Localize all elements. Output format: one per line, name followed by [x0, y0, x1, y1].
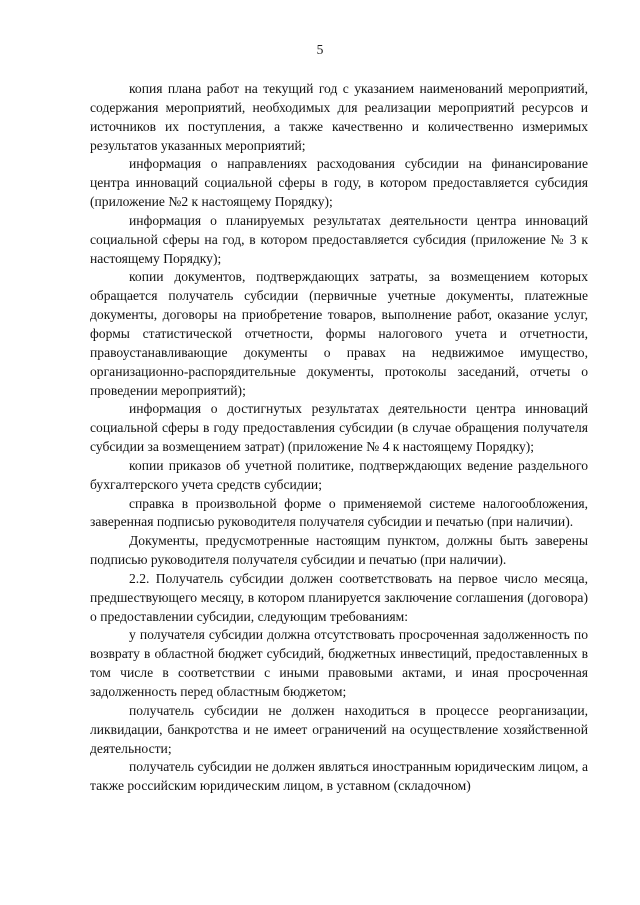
paragraph-tax-certificate: справка в произвольной форме о применяемой системе налогообложения, заверенная подписью руководителя получателя субсидии и печатью (при наличии). [90, 495, 588, 530]
paragraph-planned-results: информация о планируемых результатах деятельности центра инноваций социальной сферы на год, в котором предоставляется субсидия (приложение № 3 к настоящему Порядку); [90, 212, 588, 266]
paragraph-not-foreign-entity: получатель субсидии не должен являться иностранным юридическим лицом, а также российским юридическим лицом, в уставном (складочном) [90, 759, 588, 794]
document-body [90, 80, 588, 796]
paragraph-section-2-2: 2.2. Получатель субсидии должен соответствовать на первое число месяца, предшествующего месяцу, в котором планируется заключение соглашения (договора) о предоставлении субсидии, следующим требованиям: [90, 570, 588, 624]
page-number: 5 [316, 42, 324, 57]
paragraph-no-overdue-debt: у получателя субсидии должна отсутствовать просроченная задолженность по возврату в областной бюджет субсидий, бюджетных инвестиций, предоставленных в том числе в соответствии с иными правовыми актами, и иная просроченная задолженность перед областным бюджетом; [90, 627, 588, 699]
paragraph-work-plan: копия плана работ на текущий год с указанием наименований мероприятий, содержания мероприятий, необходимых для реализации мероприятий ресурсов и источников их поступления, а также качественно и количественно измеримых результатов указанных мероприятий; [90, 81, 588, 153]
paragraph-cost-documents: копии документов, подтверждающих затраты, за возмещением которых обращается получатель субсидии (первичные учетные документы, платежные документы, договоры на приобретение товаров, выполнение работ, оказание услуг, формы статистической отчетности, формы налогового учета и отчетности, правоустанавливающие документы о правах на недвижимое имущество, организационно-распорядительные документы, протоколы заседаний, отчеты о проведении мероприятий); [90, 269, 588, 398]
paragraph-no-reorganization: получатель субсидии не должен находиться в процессе реорганизации, ликвидации, банкротства и не имеет ограничений на осуществление хозяйственной деятельности; [90, 702, 588, 756]
paragraph-document-certification: Документы, предусмотренные настоящим пунктом, должны быть заверены подписью руководителя получателя субсидии и печатью (при наличии). [90, 533, 588, 568]
paragraph-spending-directions: информация о направлениях расходования субсидии на финансирование центра инноваций социальной сферы в году, в котором предоставляется субсидия (приложение №2 к настоящему Порядку); [90, 156, 588, 210]
paragraph-accounting-policy: копии приказов об учетной политике, подтверждающих ведение раздельного бухгалтерского учета средств субсидии; [90, 457, 588, 492]
paragraph-achieved-results: информация о достигнутых результатах деятельности центра инноваций социальной сферы в году предоставления субсидии (в случае обращения получателя субсидии за возмещением затрат) (приложение № 4 к настоящему Порядку); [90, 401, 588, 455]
